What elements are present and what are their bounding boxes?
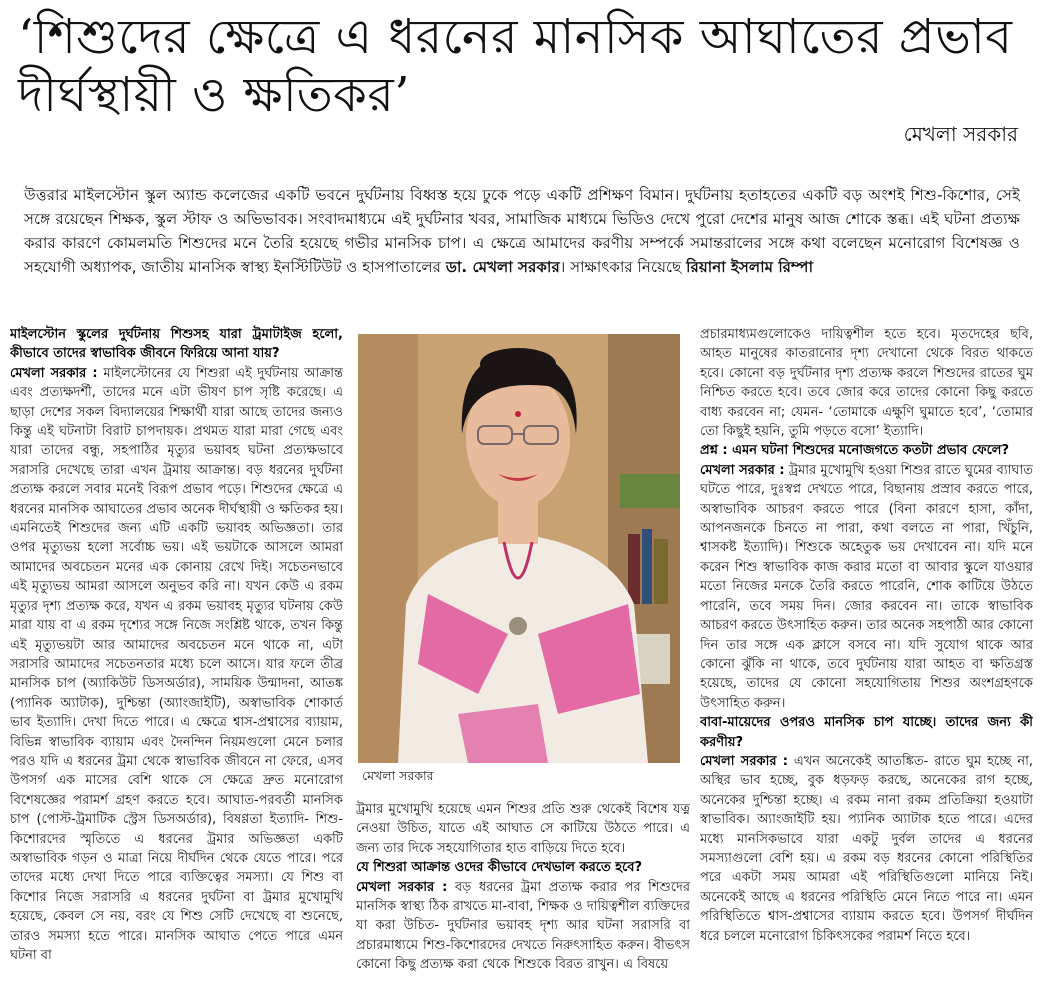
book-2 — [642, 529, 652, 604]
expert-name: ডা. মেখলা সরকার — [445, 258, 560, 276]
column-left — [10, 325, 343, 1005]
book-1 — [628, 534, 640, 604]
column-middle — [356, 800, 690, 1005]
answer-4-text: এখন অনেকেই আতঙ্কিত- রাতে ঘুম হচ্ছে না, অস্থির ভাব হচ্ছে, বুক ধড়ফড় করছে, অনেকের রাগ হচ্ছে, অনেকের দুশ্চিন্তা হচ্ছে। এ রকম নানা রকম প্রতিক্রিয়া হওয়াটা স্বাভাবিক। অ্যাংজাইটি হয়। প্যানিক অ্যাটাক হতে পারে। এদের মধ্যে মানসিকভাবে যারা একটু দুর্বল তাদের এ ধরনের সমস্যাগুলো বেশি হয়। এ রকম বড় ধরনের কোনো পরিস্থিতির পরে একটা সময় আমরা এই পরিস্থিতিগুলো মানিয়ে নিই। অনেকেই আছে এ ধরনের পরিস্থিতি মেনে নিতে পারে না। এমন পরিস্থিতিতে শ্বাস-প্রশ্বাসের ব্যায়াম করতে হবে। উপসর্গ দীর্ঘদিন ধরে চললে মনোরোগ চিকিৎসকের পরামর্শ নিতে হবে। — [700, 753, 1033, 944]
question-3: প্রশ্ন : এমন ঘটনা শিশুদের মনোজগতে কতটা প্রভাব ফেলে? — [700, 443, 1010, 459]
portrait-illustration — [358, 334, 680, 763]
interviewer-name: রিয়ানা ইসলাম রিম্পা — [686, 258, 814, 276]
answer-2-continued: প্রচারমাধ্যমগুলোকেও দায়িত্বশীল হতে হবে। মৃতদেহের ছবি, আহত মানুষের কাতরানোর দৃশ্য দেখানো থেকে বিরত থাকতে হবে। কোনো বড় দুর্ঘটনার দৃশ্য প্রত্যক্ষ করলে শিশুদের রাতের ঘুম নিশ্চিত করতে হবে। তবে জোর করে তাদের কোনো কিছু করতে বাধ্য করবেন না; যেমন- ‘তোমাকে এক্ষুণি ঘুমাতে হবে’, ‘তোমার তো কিছুই হয়নি, তুমি পড়তে বসো’ ইত্যাদি। — [700, 327, 1033, 440]
speaker-label: মেখলা সরকার : — [700, 462, 785, 478]
bindi — [515, 411, 521, 417]
answer-2-text: বড় ধরনের ট্রমা প্রত্যক্ষ করার পর শিশুদের মানসিক স্বাস্থ্য ঠিক রাখতে মা-বাবা, শিক্ষক ও দায়িত্বশীল ব্যক্তিদের যা করা উচিত- দুর্ঘটনার ভয়াবহ দৃশ্য আর ঘটনা সরাসরি বা প্রচারমাধ্যমে শিশু-কিশোরদের দেখতে নিরুৎসাহিত করুন। বীভৎস কোনো কিছু প্রত্যক্ষ করা থেকে শিশুকে বিরত রাখুন। এ বিষয়ে — [356, 879, 690, 973]
hair-bun — [480, 348, 556, 380]
intro-mid: । সাক্ষাৎকার নিয়েছে — [559, 258, 682, 276]
answer-3-text: ট্রমার মুখোমুখি হওয়া শিশুর রাতে ঘুমের ব্যাঘাত ঘটতে পারে, দুঃস্বপ্ন দেখতে পারে, বিছানায় প্রস্রাব করতে পারে, অস্বাভাবিক আচরণ করতে পারে (বিনা কারণে হাসা, কাঁদা, আপনজনকে চিনতে না পারা, কথা বলতে না পারা, খিঁচুনি, শ্বাসকষ্ট ইত্যাদি)। শিশুকে অহেতুক ভয় দেখাবেন না। যদি মনে করেন শিশু স্বাভাবিক কাজ করার মতো বা আবার স্কুলে যাওয়ার মতো নিজের মনকে তৈরি করতে পারেনি, শোক কাটিয়ে উঠতে পারেনি, তবে সময় দিন। জোর করবেন না। তাকে স্বাভাবিক আচরণ করতে উৎসাহিত করুন। তার অনেক সহপাঠী আর কোনো দিন তার সঙ্গে এক ক্লাসে বসবে না। যদি সুযোগ থাকে আর কোনো ঝুঁকি না থাকে, তবে দুর্ঘটনায় যারা আহত বা ক্ষতিগ্রস্ত হয়েছে, তাদের যে কোনো সহযোগিতায় শিশুর অংশগ্রহণকে উৎসাহিত করুন। — [700, 462, 1033, 711]
question-1: মাইলস্টোন স্কুলের দুর্ঘটনায় শিশুসহ যারা ট্রমাটাইজ হলো, কীভাবে তাদের স্বাভাবিক জীবনে ফিরিয়ে আনা যায়? — [10, 327, 343, 362]
question-2: যে শিশুরা আক্রান্ত ওদের কীভাবে দেখভাল করতে হবে? — [356, 860, 643, 876]
answer-1-text: মাইলস্টোনের যে শিশুরা এই দুর্ঘটনায় আক্রান্ত এবং প্রত্যক্ষদর্শী, তাদের মনে এটা ভীষণ চাপ সৃষ্টি করেছে। এ ছাড়া দেশের সকল বিদ্যালয়ের শিক্ষার্থী যারা আছে তাদের জন্যও কিন্তু এই ঘটনাটা বিরাট চাপদায়ক। প্রথমত যারা মারা গেছে এবং যারা তাদের বন্ধু, সহপাঠির মৃত্যুর ভয়াবহ ঘটনা প্রত্যক্ষভাবে সরাসরি দেখেছে তারা এখন ট্রমায় আক্রান্ত। বড় ধরনের দুর্ঘটনা প্রত্যক্ষ করলে সবার মনেই বিরূপ প্রভাব পড়ে। শিশুদের ক্ষেত্রে এ ধরনের মানসিক আঘাতের প্রভাব অনেক দীর্ঘস্থায়ী ও ক্ষতিকর হয়। এমনিতেই শিশুদের জন্য এটি একটি ভয়াবহ অভিজ্ঞতা। তার ওপর মৃত্যুভয় হলো সর্বোচ্চ ভয়। এই ভয়টাকে আসলে আমরা আমাদের অবচেতন মনের এক কোনায় রেখে দিই। সচেতনভাবে এই মৃত্যুভয় আমরা আসলে অনুভব করি না। যখন কেউ এ রকম মৃত্যুর দৃশ্য প্রত্যক্ষ করে, যখন এ রকম ভয়াবহ মৃত্যুর ঘটনায় কেউ মারা যায় বা এ রকম দৃশ্যের সঙ্গে নিজে সংশ্লিষ্ট থাকে, তখন কিন্তু এই মৃত্যুভয়টা আর আমাদের অবচেতন মনে থাকে না, এটা সরাসরি আমাদের সচেতনতার মধ্যে চলে আসে। যার ফলে তীব্র মানসিক চাপ (অ্যাকিউট ডিসঅর্ডার), সাময়িক উন্মাদনা, আতঙ্ক (প্যানিক অ্যাটাক), দুশ্চিন্তা (অ্যাংজাইটি), অস্বাভাবিক শোকার্ত ভাব ইত্যাদি। দেখা দিতে পারে। এ ক্ষেত্রে শ্বাস-প্রশ্বাসের ব্যায়াম, বিভিন্ন স্বাভাবিক ব্যায়াম এবং দৈনন্দিন নিয়মগুলো মেনে চলার পরও যদি এ ধরনের ট্রমা থেকে স্বাভাবিক জীবনে না ফেরে, এসব উপসর্গ এক মাসের বেশি থাকে সে ক্ষেত্রে দ্রুত মনোরোগ বিশেষজ্ঞের পরামর্শ গ্রহণ করতে হবে। আঘাত-পরবর্তী মানসিক চাপ (পোস্ট-ট্রমাটিক স্ট্রেস ডিসঅর্ডার), বিষণ্ণতা ইত্যাদি- শিশু-কিশোরদের স্মৃতিতে এ ধরনের ট্রমার অভিজ্ঞতা একটি অস্বাভাবিক গড়ন ও মাত্রা নিয়ে দীর্ঘদিন থেকে যেতে পারে। পরে তাদের মধ্যে দেখা দিতে পারে ব্যক্তিত্বের সমস্যা। যে শিশু বা কিশোর নিজে সরাসরি এ ধরনের দুর্ঘটনা বা ট্রমার মুখোমুখি হয়েছে, কেবল সে নয়, বরং যে শিশু সেটি দেখেছে বা শুনেছে, তারও সমস্যা হতে পারে। মানসিক আঘাত পেতে পারে এমন ঘটনা বা — [10, 365, 343, 963]
intro-paragraph — [24, 183, 1020, 279]
column-right — [700, 325, 1033, 1005]
question-4: বাবা-মায়েদের ওপরও মানসিক চাপ যাচ্ছে। তাদের জন্য কী করণীয়? — [700, 715, 1033, 750]
photo-caption: মেখলা সরকার — [362, 768, 434, 783]
answer-1 — [10, 364, 343, 966]
book-3 — [654, 539, 668, 604]
answer-1-continued: ট্রমার মুখোমুখি হয়েছে এমন শিশুর প্রতি শুরু থেকেই বিশেষ যত্ন নেওয়া উচিত, যাতে এই আঘাত সে কাটিয়ে উঠতে পারে। এ জন্য তার দিকে সহযোগিতার হাত বাড়িয়ে দিতে হবে। — [356, 802, 690, 856]
headline: ‘শিশুদের ক্ষেত্রে এ ধরনের মানসিক আঘাতের প্রভাব দীর্ঘস্থায়ী ও ক্ষতিকর’ — [18, 9, 1013, 123]
intro-text: উত্তরার মাইলস্টোন স্কুল অ্যান্ড কলেজের একটি ভবনে দুর্ঘটনায় বিধ্বস্ত হয়ে ঢুকে পড়ে একটি প্রশিক্ষণ বিমান। দুর্ঘটনায় হতাহতের একটি বড় অংশই শিশু-কিশোর, সেই সঙ্গে রয়েছেন শিক্ষক, স্কুল স্টাফ ও অভিভাবক। সংবাদমাধ্যমে এই দুর্ঘটনার খবর, সামাজিক মাধ্যমে ভিডিও দেখে পুরো দেশের মানুষ আজ শোকে স্তব্ধ। এই ঘটনা প্রত্যক্ষ করার কারণে কোমলমতি শিশুদের মনে তৈরি হয়েছে গভীর মানসিক চাপ। এ ক্ষেত্রে আমাদের করণীয় সম্পর্কে সমান্তরালের সঙ্গে কথা বলেছেন মনোরোগ বিশেষজ্ঞ ও সহযোগী অধ্যাপক, জাতীয় মানসিক স্বাস্থ্য ইনস্টিটিউট ও হাসপাতালের — [24, 186, 1020, 276]
answer-4 — [700, 752, 1033, 946]
plant — [620, 474, 680, 508]
pendant — [509, 617, 527, 635]
speaker-label: মেখলা সরকার : — [10, 365, 98, 381]
answer-2 — [356, 878, 690, 975]
answer-3 — [700, 461, 1033, 713]
speaker-label: মেখলা সরকার : — [700, 753, 788, 769]
portrait-photo — [358, 334, 680, 763]
speaker-label: মেখলা সরকার : — [356, 879, 448, 895]
saree-pink-pattern-3 — [458, 704, 548, 763]
byline: মেখলা সরকার — [903, 122, 1018, 146]
